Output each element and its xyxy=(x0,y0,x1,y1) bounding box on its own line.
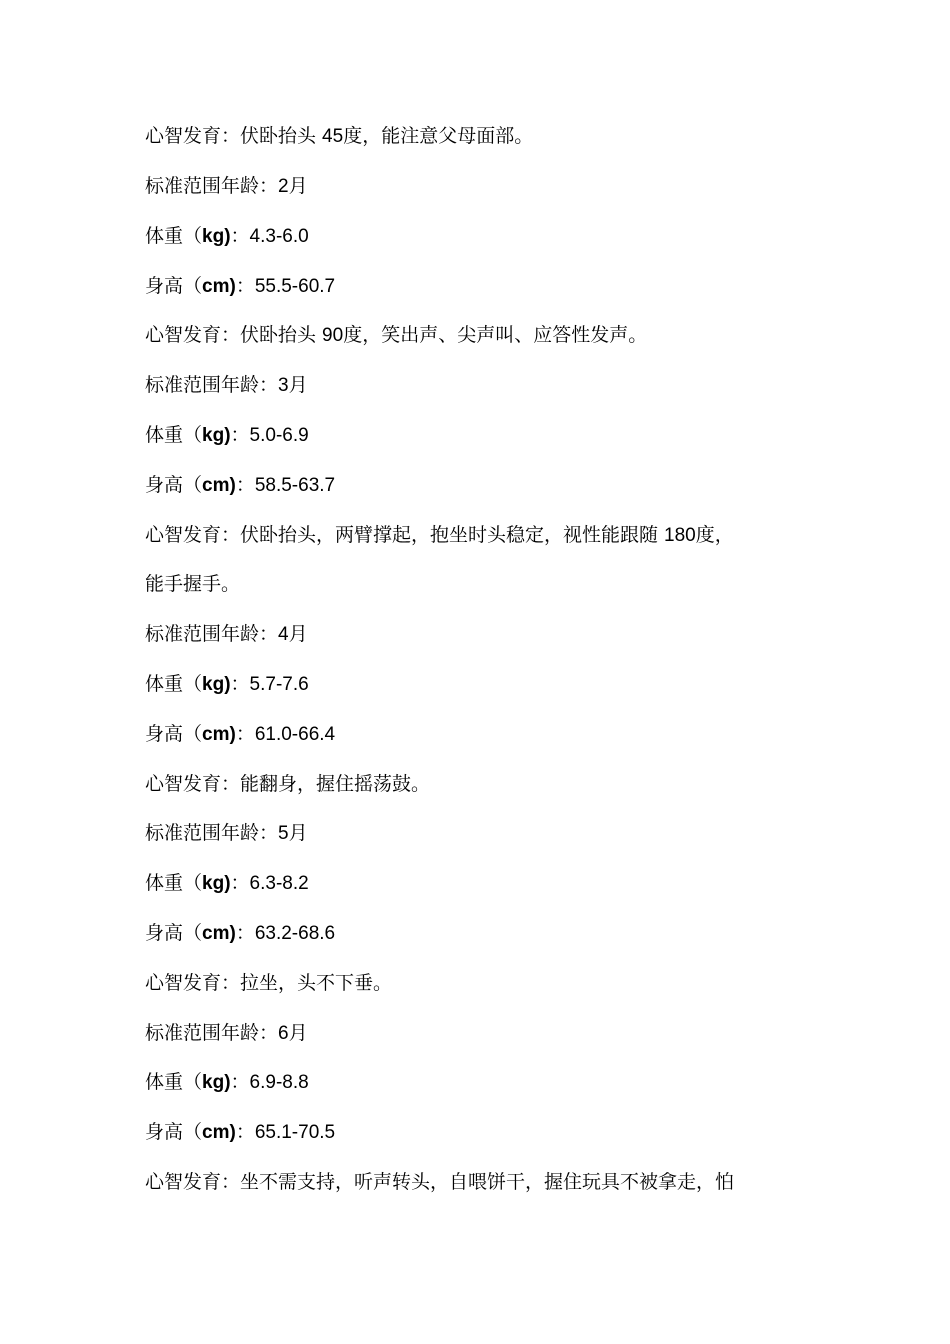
text-line: 心智发育：伏卧抬头，两臂撑起，抱坐时头稳定，视性能跟随 180度， xyxy=(145,524,734,546)
text-line: 身高（cm)：63.2-68.6 xyxy=(145,922,336,944)
text-line: 体重（kg)：5.0-6.9 xyxy=(145,424,309,446)
text-line: 体重（kg)：5.7-7.6 xyxy=(145,673,309,695)
text-line: 标准范围年龄：3月 xyxy=(145,374,308,396)
text-line: 体重（kg)：6.3-8.2 xyxy=(145,872,309,894)
text-line: 心智发育：拉坐，头不下垂。 xyxy=(145,972,393,994)
text-line: 体重（kg)：6.9-8.8 xyxy=(145,1071,309,1093)
text-line: 标准范围年龄：2月 xyxy=(145,175,308,197)
text-line: 身高（cm)：55.5-60.7 xyxy=(145,275,336,297)
text-line: 心智发育：能翻身，握住摇荡鼓。 xyxy=(145,773,431,795)
text-line: 标准范围年龄：4月 xyxy=(145,623,308,645)
text-line: 标准范围年龄：5月 xyxy=(145,822,308,844)
text-line: 标准范围年龄：6月 xyxy=(145,1022,308,1044)
text-line: 心智发育：坐不需支持，听声转头，自喂饼干，握住玩具不被拿走，怕 xyxy=(145,1171,735,1193)
text-line: 体重（kg)：4.3-6.0 xyxy=(145,225,309,247)
text-line: 心智发育：伏卧抬头 90度，笑出声、尖声叫、应答性发声。 xyxy=(145,324,648,346)
text-line: 身高（cm)：58.5-63.7 xyxy=(145,474,336,496)
text-line: 能手握手。 xyxy=(145,573,241,595)
text-line: 心智发育：伏卧抬头 45度，能注意父母面部。 xyxy=(145,125,534,147)
text-line: 身高（cm)：61.0-66.4 xyxy=(145,723,336,745)
text-line: 身高（cm)：65.1-70.5 xyxy=(145,1121,336,1143)
